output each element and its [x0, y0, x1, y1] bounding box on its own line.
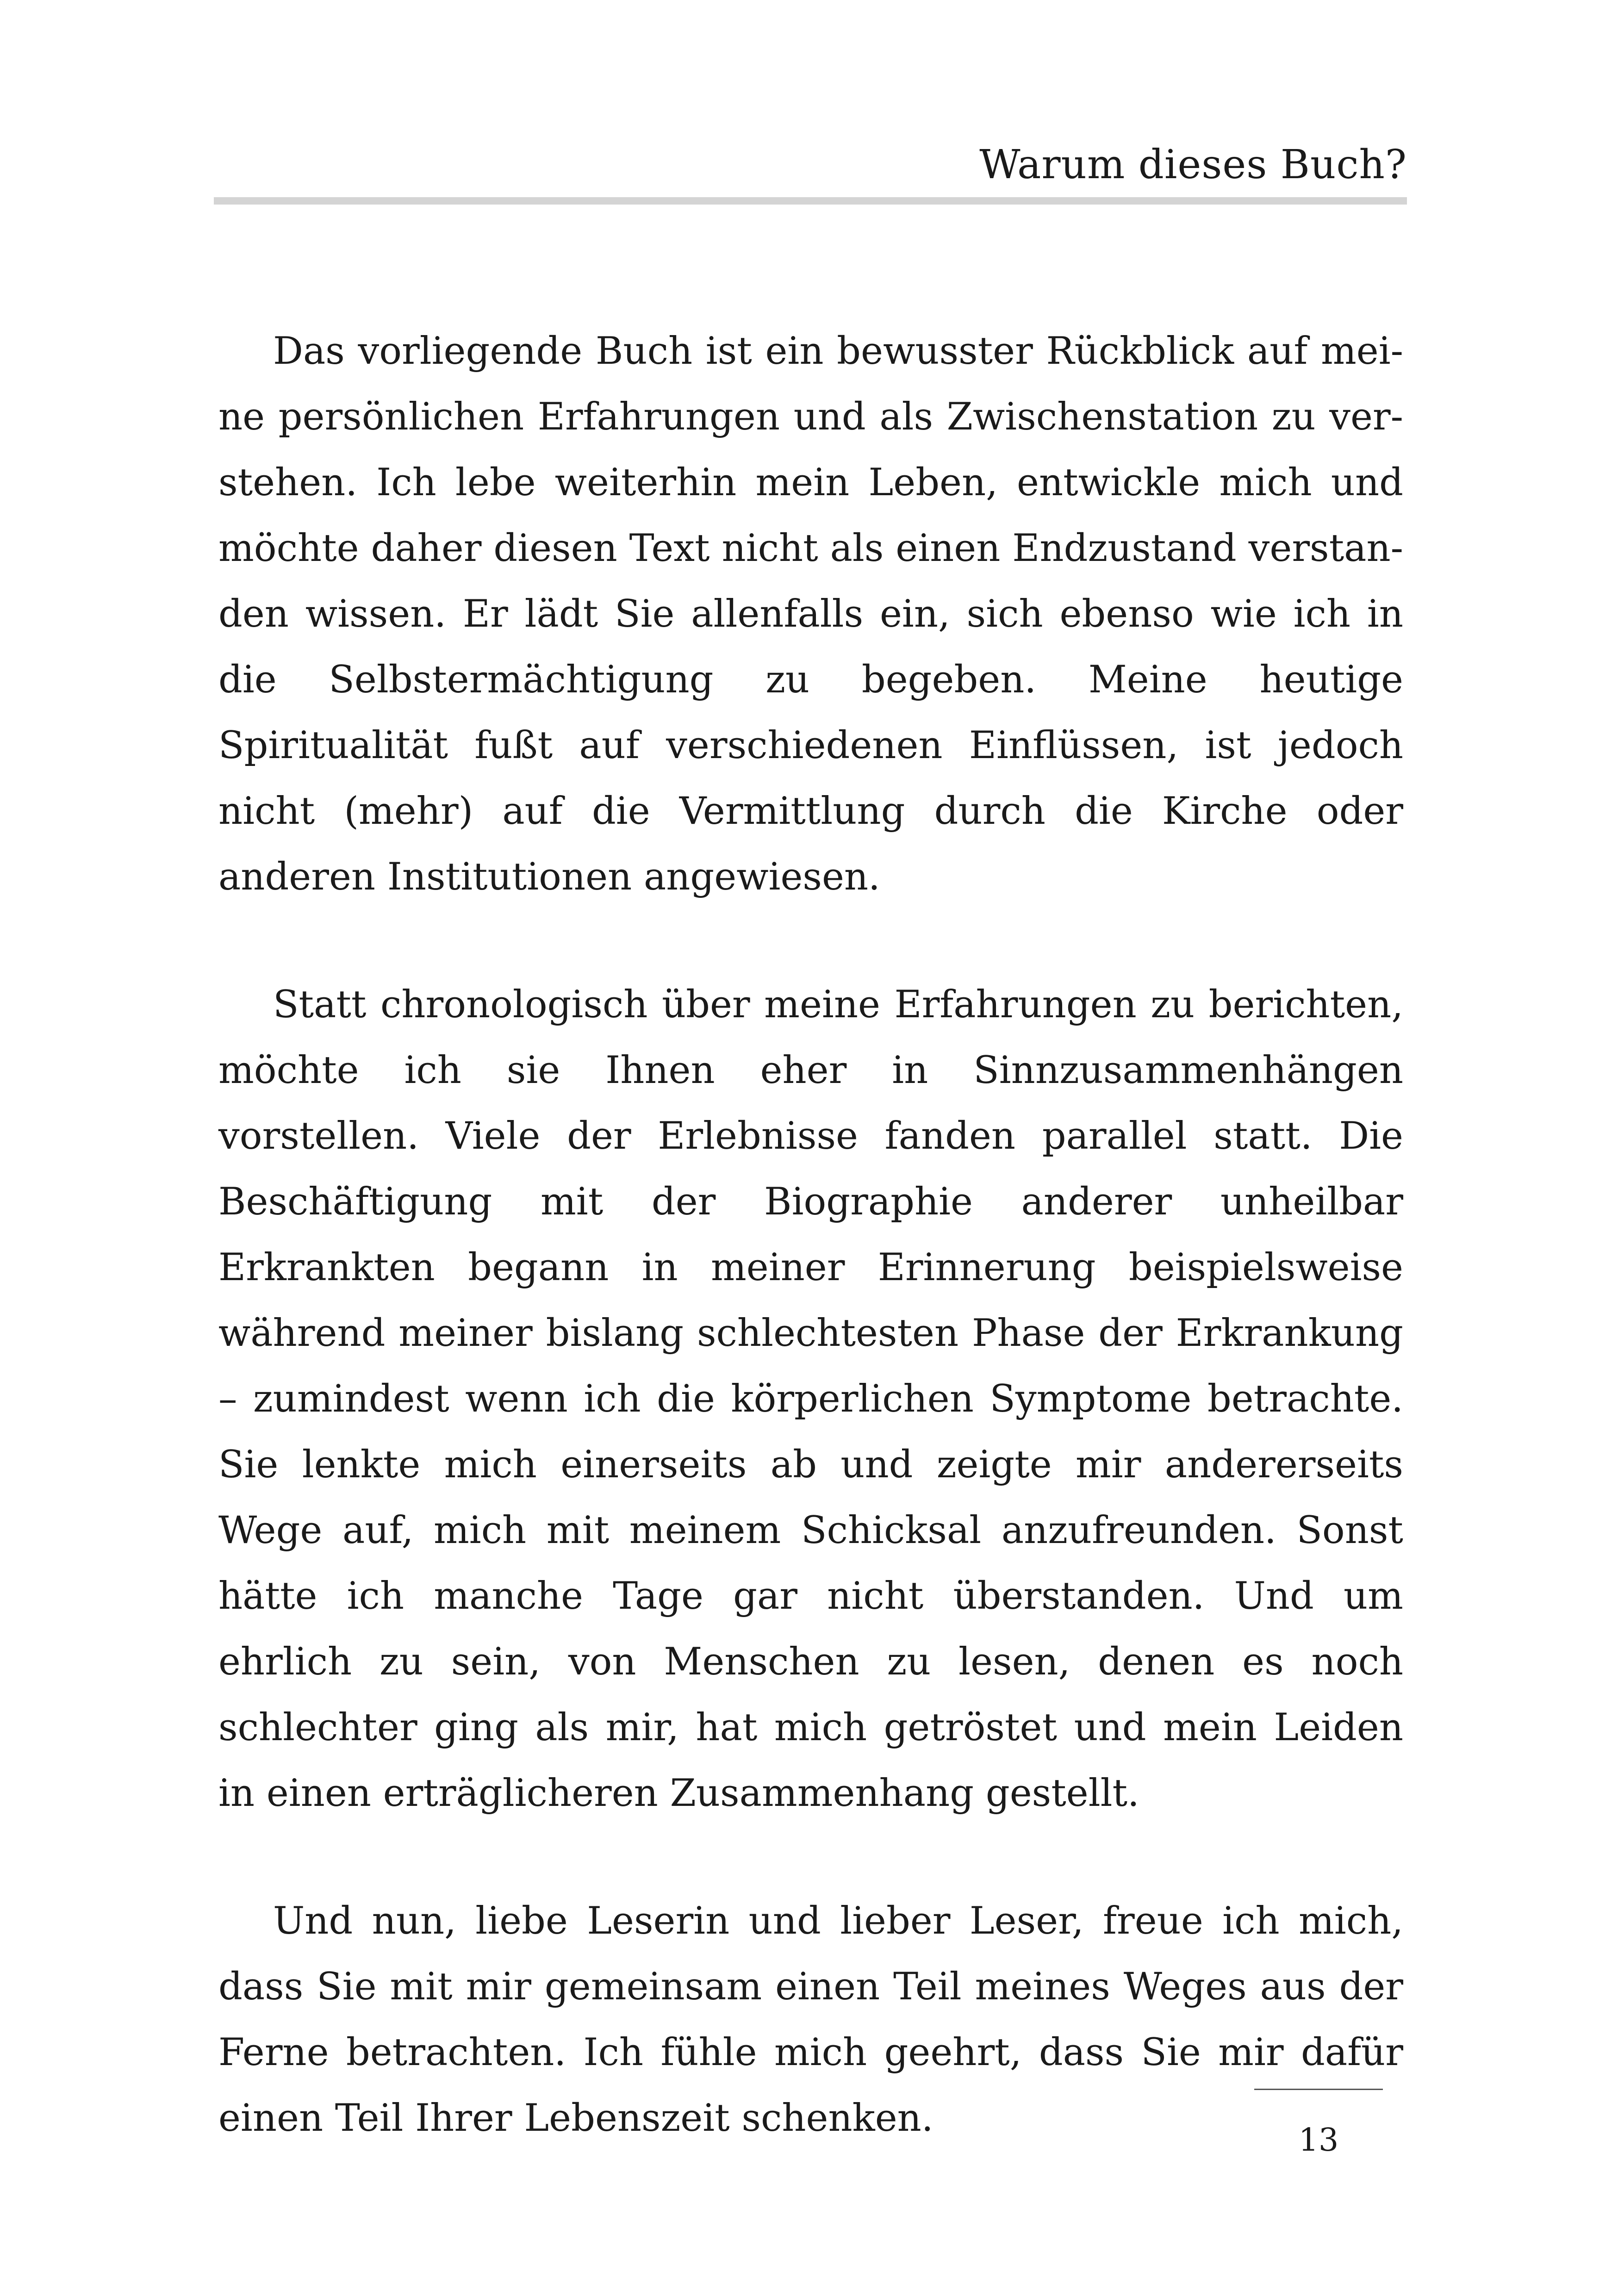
page-number-rule: [1254, 2089, 1383, 2090]
header-rule: [214, 197, 1407, 205]
page-number: 13: [1298, 2122, 1339, 2159]
paragraph-2: Statt chronologisch über meine Erfahrungen zu berichten, möchte ich sie Ihnen eher in Sinnzusammenhängen vorstellen. Viele der Erlebnisse fanden parallel statt. Die Beschäftigung mit der Biographie anderer unheilbar Erkrankten begann in meiner Erinnerung beispielsweise während meiner bislang schlechtesten Phase der Erkrankung – zumindest wenn ich die körperlichen Symptome betrachte. Sie lenkte mich einerseits ab und zeigte mir andererseits Wege auf, mich mit meinem Schicksal anzufreunden. Sonst hätte ich manche Tage gar nicht überstanden. Und um ehrlich zu sein, von Menschen zu lesen, denen es noch schlechter ging als mir, hat mich getröstet und mein Leiden in einen erträglicheren Zusammenhang gestellt.: [218, 983, 1403, 1815]
paragraph-3: Und nun, liebe Leserin und lieber Leser, freue ich mich, dass Sie mit mir gemeinsam einen Teil meines Weges aus der Ferne betrachten. Ich fühle mich geehrt, dass Sie mir dafür einen Teil Ihrer Lebenszeit schenken.: [218, 1899, 1403, 2140]
running-header-title: Warum dieses Buch?: [979, 142, 1407, 188]
body-text: [218, 318, 1403, 2213]
paragraph-1: Das vorliegende Buch ist ein bewusster Rückblick auf meine persönlichen Erfahrungen und als Zwischenstation zu verstehen. Ich lebe weiterhin mein Leben, entwickle mich und möchte daher diesen Text nicht als einen Endzustand verstanden wissen. Er lädt Sie allenfalls ein, sich ebenso wie ich in die Selbstermächtigung zu begeben. Meine heutige Spiritualität fußt auf verschiedenen Einflüssen, ist jedoch nicht (mehr) auf die Vermittlung durch die Kirche oder anderen Institutionen angewiesen.: [218, 330, 1403, 899]
